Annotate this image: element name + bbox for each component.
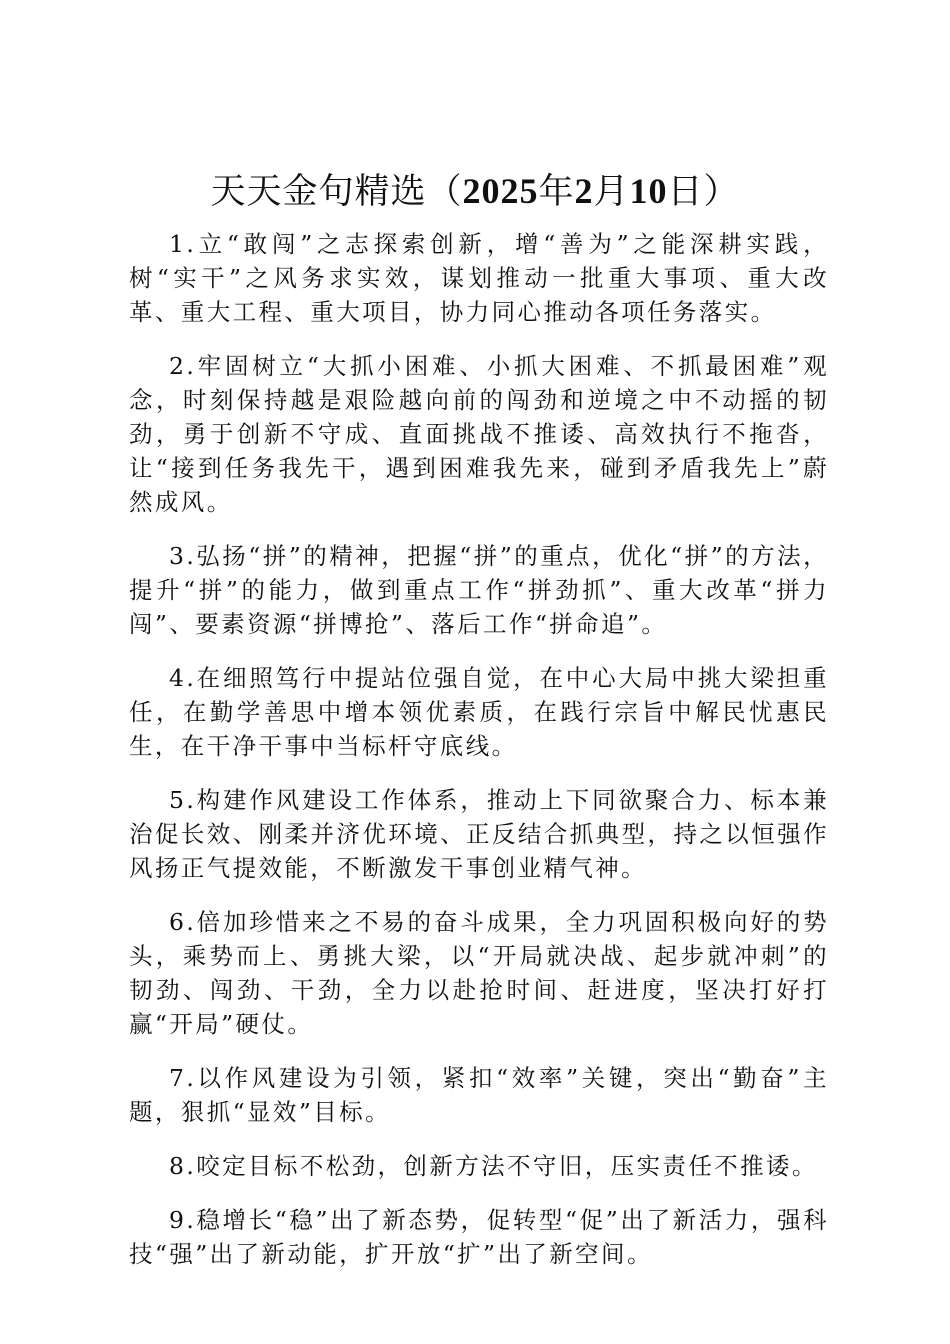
paragraph-2: 2.牢固树立“大抓小困难、小抓大困难、不抓最困难”观念，时刻保持越是艰险越向前的闯劲和逆境之中不动摇的韧劲，勇于创新不守成、直面挑战不推诿、高效执行不拖沓，让“接到任务我先干，遇到困难我先来，碰到矛盾我先上”蔚然成风。 (129, 352, 829, 516)
document-body (129, 227, 829, 1291)
title-suffix: 日） (667, 172, 740, 212)
paragraph-6: 6.倍加珍惜来之不易的奋斗成果，全力巩固积极向好的势头，乘势而上、勇挑大梁，以“开局就决战、起步就冲刺”的韧劲、闯劲、干劲，全力以赴抢时间、赶进度，坚决打好打赢“开局”硬仗。 (129, 908, 829, 1038)
paragraph-4: 4.在细照笃行中提站位强自觉，在中心大局中挑大梁担重任，在勤学善思中增本领优素质，在践行宗旨中解民忧惠民生，在干净干事中当标杆守底线。 (129, 664, 829, 760)
paragraph-8: 8.咬定目标不松劲，创新方法不守旧，压实责任不推诿。 (169, 1152, 818, 1180)
paragraph-3: 3.弘扬“拼”的精神，把握“拼”的重点，优化“拼”的方法，提升“拼”的能力，做到重点工作“拼劲抓”、重大改革“拼力闯”、要素资源“拼博抢”、落后工作“拼命追”。 (129, 542, 829, 638)
paragraph-1: 1.立“敢闯”之志探索创新，增“善为”之能深耕实践，树“实干”之风务求实效，谋划推动一批重大事项、重大改革、重大工程、重大项目，协力同心推动各项任务落实。 (129, 230, 829, 326)
title-year-unit: 年 (538, 172, 575, 212)
title-month-unit: 月 (593, 172, 630, 212)
title-year: 2025 (462, 171, 539, 211)
paragraph-9: 9.稳增长“稳”出了新态势，促转型“促”出了新活力，强科技“强”出了新动能，扩开放“扩”出了新空间。 (129, 1206, 829, 1268)
page-title (120, 166, 830, 217)
title-day: 10 (629, 171, 668, 211)
title-prefix: 天天金句精选（ (210, 172, 463, 212)
paragraph-7: 7.以作风建设为引领，紧扣“效率”关键，突出“勤奋”主题，狠抓“显效”目标。 (129, 1064, 829, 1126)
paragraph-5: 5.构建作风建设工作体系，推动上下同欲聚合力、标本兼治促长效、刚柔并济优环境、正反结合抓典型，持之以恒强作风扬正气提效能，不断激发干事创业精气神。 (129, 786, 829, 882)
title-month: 2 (574, 171, 594, 211)
